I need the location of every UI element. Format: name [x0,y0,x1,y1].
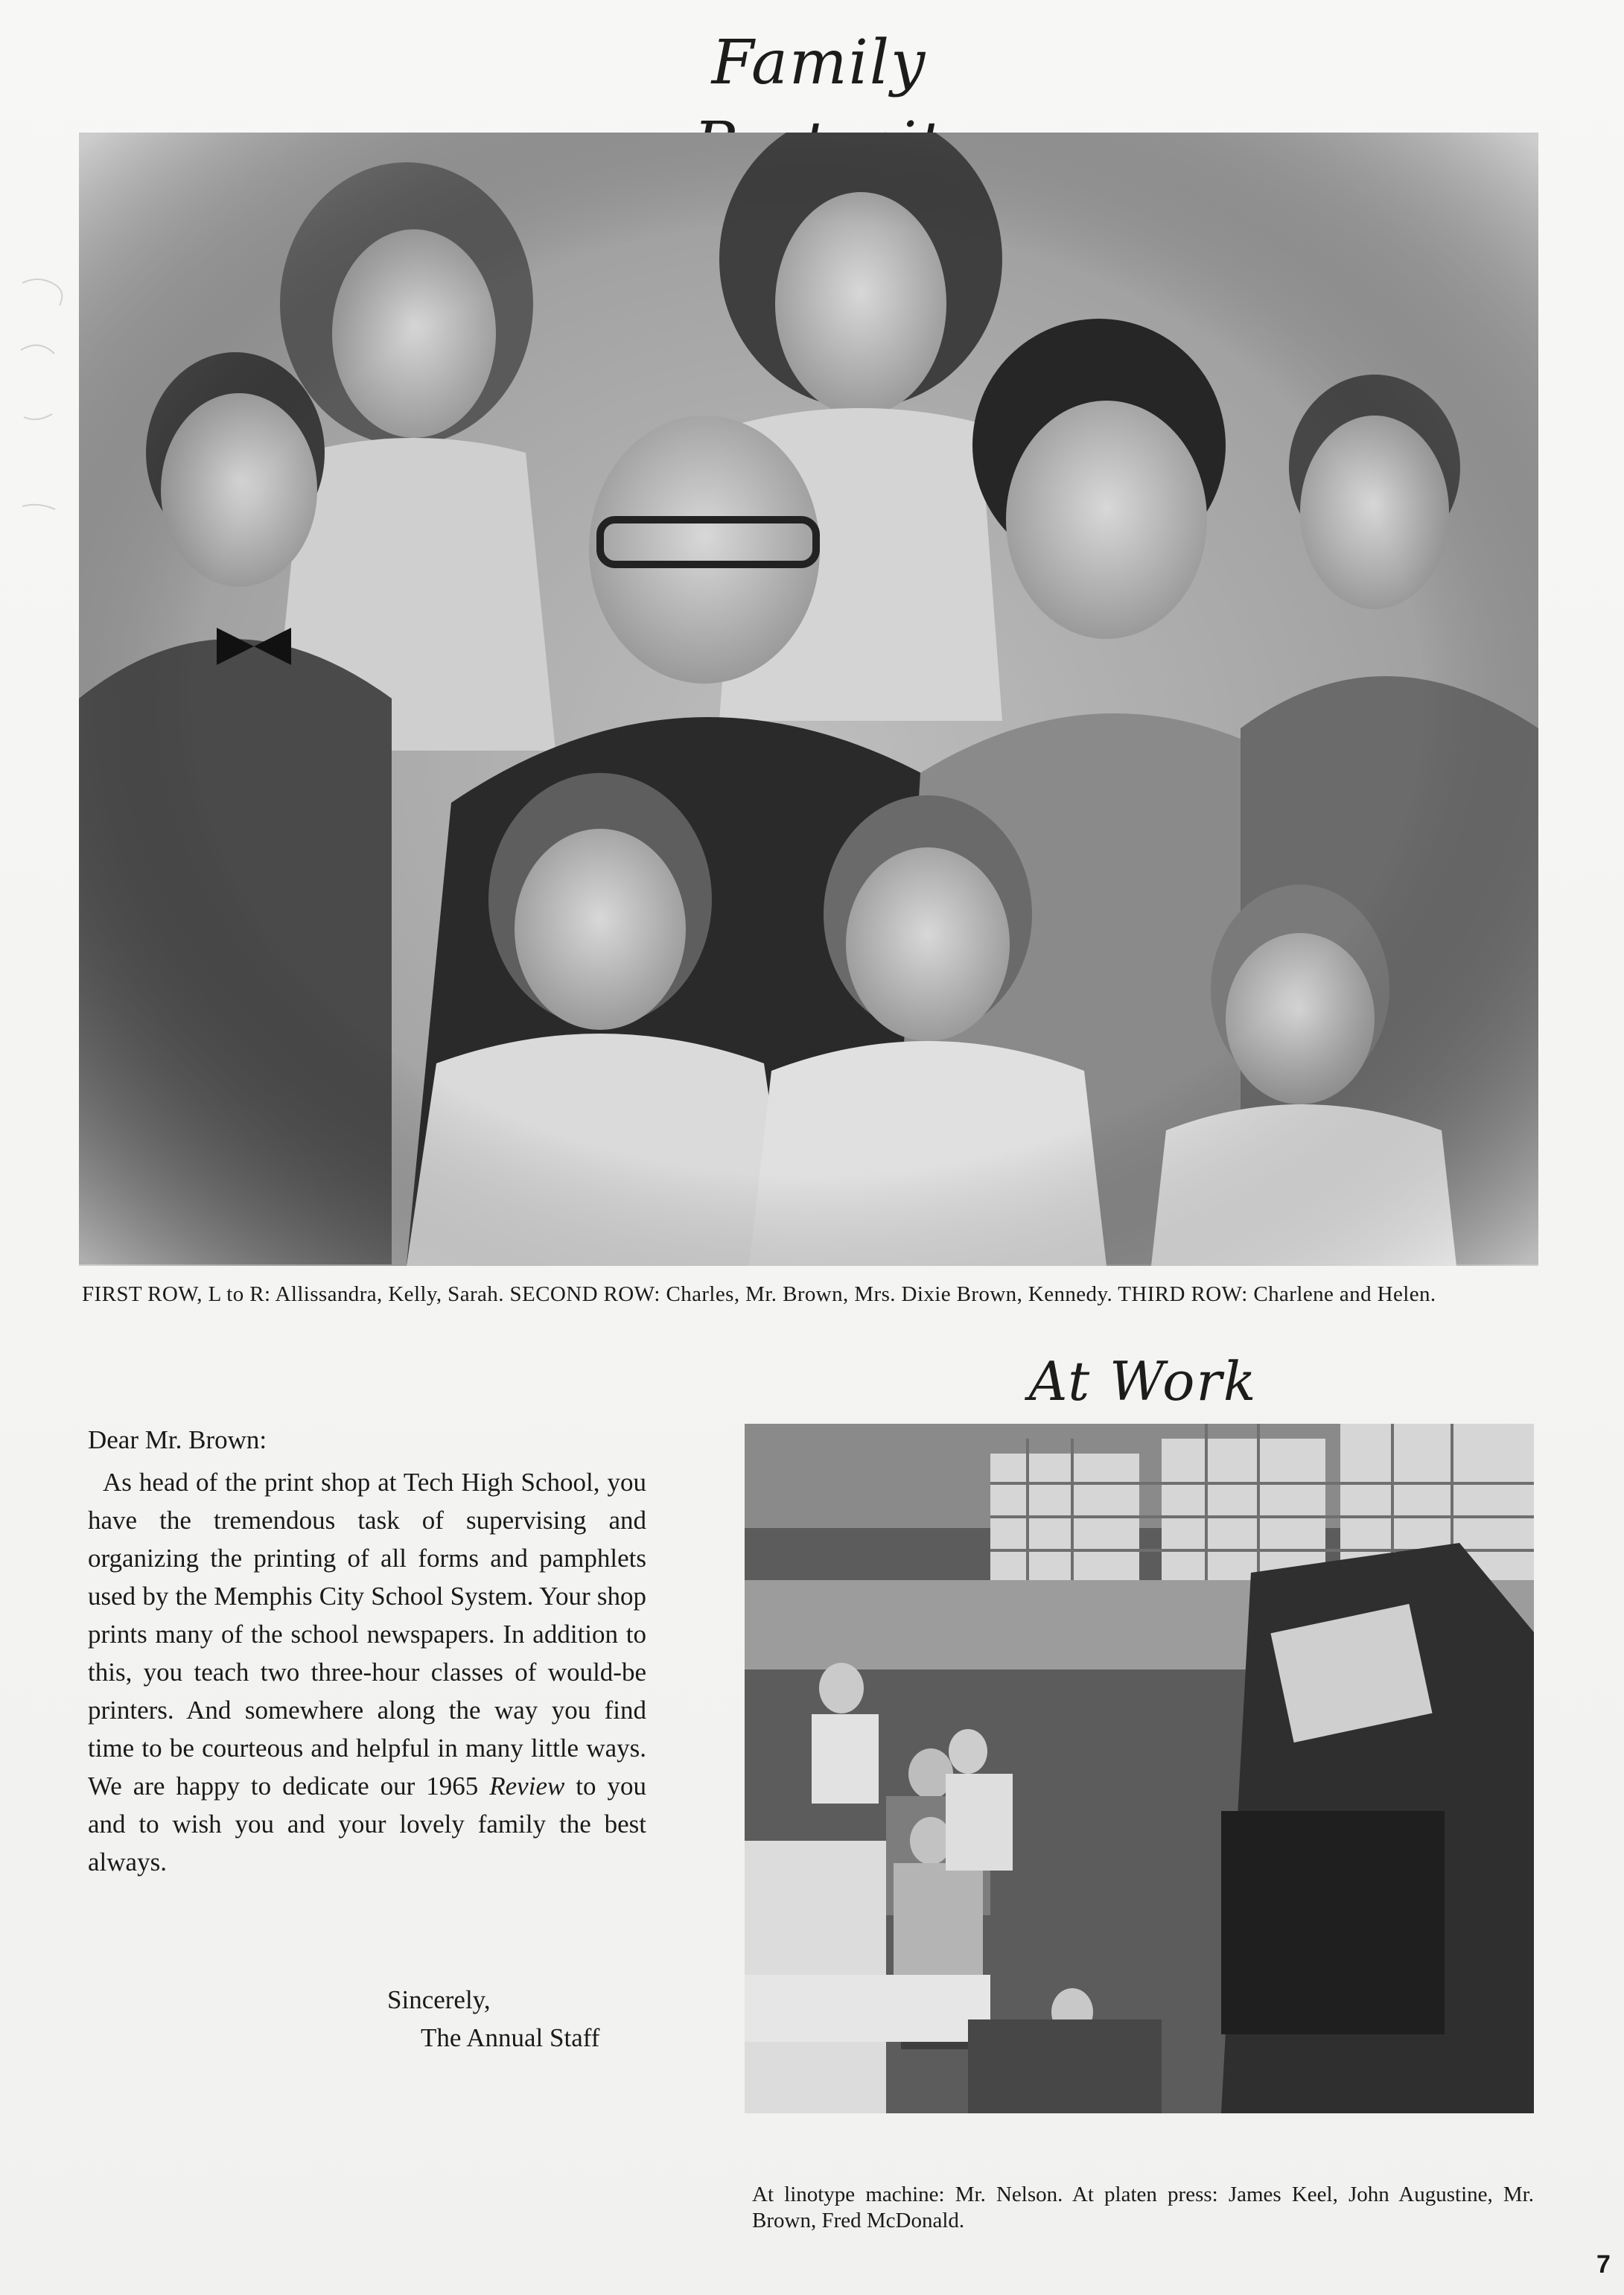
letter-salutation: Dear Mr. Brown: [88,1425,267,1454]
family-portrait-illustration [79,133,1538,1266]
print-shop-photo [745,1424,1534,2113]
family-portrait-caption: FIRST ROW, L to R: Allissandra, Kelly, Sarah. SECOND ROW: Charles, Mr. Brown, Mrs. Dixie Brown, Kennedy. THIRD ROW: Charlene and Helen. [82,1282,1436,1306]
letter-body-part2: to you and to wish you and your lovely family the best always. [88,1772,646,1877]
dedication-letter [88,1421,646,1881]
closing-signature: The Annual Staff [421,2023,600,2052]
letter-body [88,1463,646,1881]
page-number: 7 [1596,2250,1611,2279]
pencil-marks [15,253,67,566]
print-shop-caption: At linotype machine: Mr. Nelson. At platen press: James Keel, John Augustine, Mr. Brown, Fred McDonald. [752,2183,1534,2232]
letter-body-italic: Review [489,1772,565,1801]
family-portrait-title: Family [711,28,927,98]
letter-body-part1: As head of the print shop at Tech High School, you have the tremendous task of supervising and organizing the printing of all forms and pamphlets used by the Memphis City School System. Your shop prints many of the school newspapers. In addition to this, you teach two three-hour classes of would-be printers. And somewhere along the way you find time to be courteous and helpful in many little ways. We are happy to dedicate our 1965 [88,1468,646,1801]
family-portrait-photo [79,133,1538,1266]
at-work-title: At Work [1028,1350,1258,1413]
closing-sincerely: Sincerely, [387,1985,491,2014]
letter-closing [387,1981,655,2057]
print-shop-illustration [745,1424,1534,2113]
